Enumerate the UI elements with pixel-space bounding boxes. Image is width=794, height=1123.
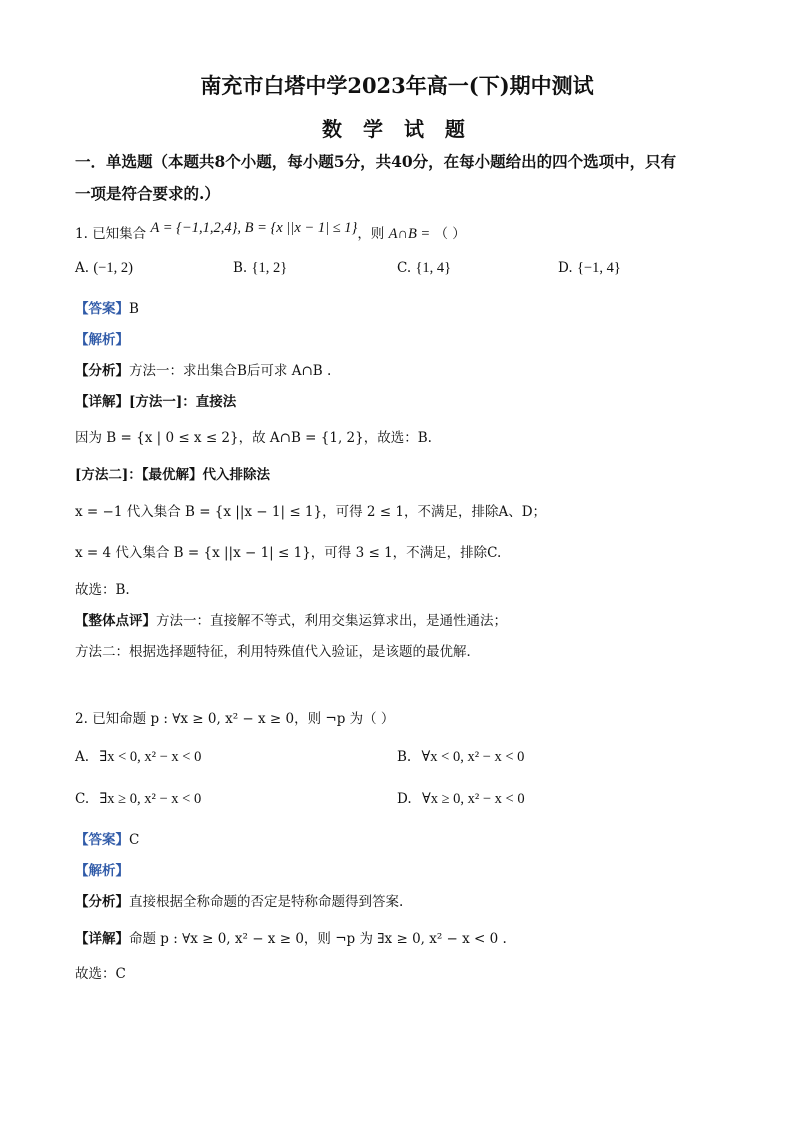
- q1-paren: （ ）: [434, 226, 466, 242]
- q1-conclusion: 故选：B.: [75, 582, 130, 598]
- section-heading-line2: 一项是符合要求的.）: [75, 184, 220, 203]
- option-label: B.: [233, 260, 248, 276]
- option-value: (−1, 2): [93, 260, 133, 276]
- q1-option-a: [75, 260, 133, 277]
- section-heading-line1: 一．单选题（本题共8个小题，每小题5分，共40分，在每小题给出的四个选项中，只有: [75, 152, 677, 171]
- q1-method2-line2: x = 4 代入集合 B = {x ||x − 1| ≤ 1}，可得 3 ≤ 1，不满足，排除C.: [75, 545, 502, 561]
- answer-tag: 【答案】: [75, 301, 129, 317]
- q2-option-c: [75, 791, 201, 808]
- fenxi-tag: 【分析】: [75, 894, 129, 910]
- q1-method2-head: [方法二]：【最优解】代入排除法: [75, 467, 271, 483]
- q1-number: 1.: [75, 226, 88, 242]
- q1-option-b: [233, 260, 287, 277]
- option-label: B.: [397, 749, 412, 765]
- option-value: ∃x ≥ 0, x² − x < 0: [99, 791, 202, 807]
- q2-stem-text: 已知命题 p : ∀x ≥ 0, x² − x ≥ 0，则 ¬p 为（ ）: [92, 711, 395, 727]
- q2-option-b: [397, 749, 524, 766]
- q2-conclusion: 故选：C: [75, 966, 126, 982]
- option-label: D.: [558, 260, 573, 276]
- fenxi-text: 直接根据全称命题的否定是特称命题得到答案.: [129, 894, 404, 910]
- q1-expression: A∩B =: [388, 226, 431, 242]
- q1-detail-line: 因为 B = {x | 0 ≤ x ≤ 2}，故 A∩B = {1, 2}，故选：B.: [75, 430, 432, 446]
- option-value: {1, 4}: [415, 260, 452, 276]
- page-title: 南充市白塔中学2023年高一(下)期中测试: [200, 73, 594, 98]
- q2-analysis-tag: [75, 859, 129, 879]
- q2-answer: [75, 828, 139, 848]
- answer-tag: 【答案】: [75, 832, 129, 848]
- q2-option-d: [397, 791, 525, 808]
- q2-detail: [75, 927, 507, 947]
- q1-option-d: [558, 260, 621, 277]
- q1-answer: [75, 297, 139, 317]
- q1-stem: [75, 222, 466, 243]
- review-tag: 【整体点评】: [75, 613, 156, 629]
- page-subtitle: 数 学 试 题: [322, 117, 472, 141]
- detail-text: 命题 p : ∀x ≥ 0, x² − x ≥ 0，则 ¬p 为 ∃x ≥ 0, x² − x < 0 .: [129, 931, 507, 947]
- answer-value: B: [129, 301, 139, 317]
- option-label: C.: [75, 791, 90, 807]
- q2-option-a: [75, 749, 201, 766]
- q2-stem: [75, 707, 394, 727]
- option-value: ∀x < 0, x² − x < 0: [421, 749, 525, 765]
- option-value: {−1, 4}: [576, 260, 621, 276]
- q1-method2-line1: x = −1 代入集合 B = {x ||x − 1| ≤ 1}，可得 2 ≤ 1，不满足，排除A、D；: [75, 504, 547, 520]
- option-value: ∀x ≥ 0, x² − x < 0: [421, 791, 525, 807]
- q1-detail-head: [75, 390, 236, 410]
- answer-value: C: [129, 832, 140, 848]
- q1-option-c: [397, 260, 451, 277]
- detail-tag: 【详解】: [75, 931, 129, 947]
- fenxi-text: 方法一：求出集合B后可求 A∩B .: [129, 363, 332, 379]
- q1-review-line2: 方法二：根据选择题特征，利用特殊值代入验证，是该题的最优解．: [75, 644, 480, 660]
- option-value: ∃x < 0, x² − x < 0: [99, 749, 202, 765]
- detail-method1: [方法一]：直接法: [129, 394, 237, 410]
- review-line1: 方法一：直接解不等式，利用交集运算求出，是通性通法；: [156, 613, 507, 629]
- analysis-tag: 【解析】: [75, 863, 129, 879]
- option-label: A.: [75, 749, 90, 765]
- q1-sets: A = {−1,1,2,4}, B = {x ||x − 1| ≤ 1}: [150, 220, 358, 236]
- q1-stem-pre: 已知集合: [92, 226, 147, 242]
- analysis-tag: 【解析】: [75, 332, 129, 348]
- option-label: C.: [397, 260, 412, 276]
- detail-tag: 【详解】: [75, 394, 129, 410]
- q2-fenxi: [75, 890, 403, 910]
- q1-analysis-tag: [75, 328, 129, 348]
- q1-fenxi: [75, 359, 331, 379]
- option-value: {1, 2}: [251, 260, 288, 276]
- fenxi-tag: 【分析】: [75, 363, 129, 379]
- q1-review: [75, 609, 507, 629]
- q1-stem-post: ，则: [357, 226, 385, 242]
- q2-number: 2.: [75, 711, 88, 727]
- option-label: D.: [397, 791, 412, 807]
- option-label: A.: [75, 260, 90, 276]
